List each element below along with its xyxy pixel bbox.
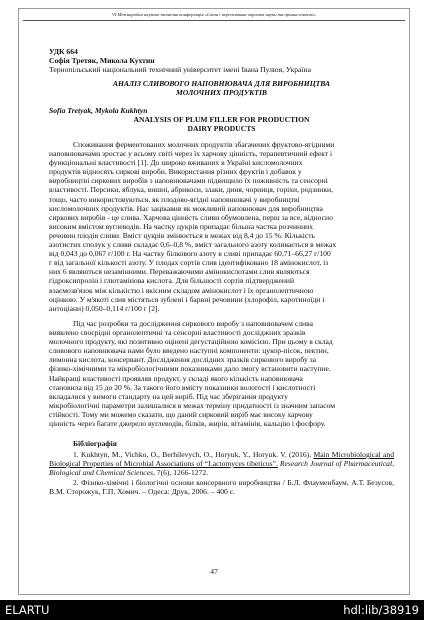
p2-line: сливового наповнювача нами було введено наступні компоненти: цукор-пісок, пектин, [49,346,329,356]
reference-2: 2. Фізико-хімічні і біологічні основи консервного виробництва / Б.Л. Флауменбаум, А.Т. Безусов, В.М. Сторожук, Г.П. Хомич. – Одеса: Друк, 2006. – 400 с. [49,477,394,496]
title-uk-line1: АНАЛІЗ СЛИВОВОГО НАПОВНЮВАЧА ДЛЯ ВИРОБНИЦТВА [112,79,331,88]
p1-line: від 0,043 до 0,067 г/100 г. На частку білкового азоту в сливі припадає 60,71–66,27 г/100 [49,249,331,259]
title-uk-line2: МОЛОЧНИХ ПРОДУКТІВ [176,88,267,97]
ref1-journal: Research Journal of Pharmaceutical, Biological and Chemical Sciences, [49,459,394,478]
repository-footer [0,600,424,620]
p1-line: продуктів відносять сиркові вироби. Використання різних фруктів і добавок у [49,167,302,177]
page-number: 47 [210,567,218,576]
p1-line: антоціани) 0,050–0,114 г/100 г [2]. [49,303,160,313]
conference-header: VI Міжнародна науково-технічна конференція «Стан і перспективи харчової науки та промисловості» [112,12,316,17]
p1-line: високим вмістом вуглеводів. На частку цукрів припадає більша частка розчинних [49,221,314,231]
bibliography-heading: Бібліографія [73,439,117,448]
p1-line: наповнювачами зростає у всьому світі через їх харчову цінність, терапевтичний ефект і [49,149,333,159]
p2-line: фізико-хімічними та мікробіологічними показниками дало змогу встановити наступне. [49,364,331,374]
udc-code: УДК 664 [49,47,78,56]
p2-line: Найкращі властивості проявляв продукт, у складі якого кількість наповнювача [49,373,303,383]
p1-line: Споживання ферментованих молочних продуктів збагачених фруктово-ягідними [73,140,335,149]
authors-uk: Софія Третяк, Микола Кухтин [49,56,155,65]
p2-line: мікробіологічні параметри залишалися в межах терміну придатності із значним запасом [49,400,336,410]
reference-1 [49,450,394,477]
ref1-title: Main Microbiological and Biological Properties of Microbial Associations of “Lactomyces tibeticus”. [49,450,394,469]
p2-line: становила від 15 до 20 %. За такого його вмісту показники вологості і кислотності [49,382,316,392]
affiliation-uk: Тернопільський національний технічний університет імені Івана Пулюя, Україна [49,65,311,74]
p1-line: властивості. Персики, яблука, вишні, абрикоси, злаки, диня, чорниця, горіхи, родзинки, [49,185,334,195]
p1-line: сиркових виробів - це слива. Харчова цінність сливи обумовлена, перш за все, відносно [49,212,333,222]
p1-line: оцінкою. У м'якоті слив містяться зублені і барвні речовини (хлорофіл, каротиноїди і [49,294,325,304]
p1-line: тощо, часто використовуються, як плодово-ягідні наповнювачі у виробництві [49,194,300,204]
authors-en: Sofia Tretyak, Mykola Kukhtyn [49,106,148,115]
p1-line: них 6 являються незамінними. Переважаючими амінокислотами слив являються [49,267,310,277]
p1-line: виробництві сиркових виробів з наповнювачами підвищило їх поживність та сенсорні [49,176,328,186]
repository-name: ELARTU [5,603,50,617]
paragraph-intro [49,140,394,313]
p1-line: функціональні властивості [1]. До широко вживаних в Україні кисломолочних [49,158,303,168]
handle-id: hdl:lib/38919 [343,603,419,617]
bibliography-list [49,450,394,496]
title-en-line1: ANALYSIS OF PLUM FILLER FOR PRODUCTION [133,115,310,124]
title-en-line2: DAIRY PRODUCTS [187,124,256,133]
p2-line: стійкості. Тому ми можемо сказати, що даний сирковий виріб має високу харчову [49,409,313,419]
ref1-details: 7(6), 1266-1272. [156,468,209,478]
p1-line: г від загальної кількості азоту. У плодах сортів слив ідентифіковано 18 амінокислот, із [49,258,329,268]
p1-line: азотистих сполук у сливи складає 0,6–0,8 %, вміст загального азоту коливається в межах [49,240,337,250]
p2-line: лимонна кислота, консервант. Дослідження дослідних зразків сиркового виробу за [49,355,317,365]
p1-line: гідроксипролін і глютамінова кислота. Для більшості сортів підтверджений [49,276,295,286]
header-divider [23,20,405,21]
p1-line: взаємозв'язок між кількістю і якісним складом амінокислот і їх органолептичною [49,285,314,295]
paragraph-results [49,319,394,428]
p1-line: кисломолочних продуктів. Нас зацікавив як можливий наповнювач для виробництва [49,203,323,213]
p2-line: вкладалися у вимоги стандарту на цей виріб. Під час зберігання продукту [49,391,288,401]
p2-line: Під час розробки та дослідження сиркового виробу з наповнювачем слива [73,319,313,328]
p2-line: молочного продукту, які позитивно оцінені дегустаційною комісією. При цьому в склад [49,337,333,347]
p1-line: речовин плодів сливи. Вміст цукрів змінюється в межах від 8,4 до 15 %. Кількість [49,230,315,240]
ref1-authors: 1. Kukhtyn, M., Vichko, O., Berhilevych, O., Horyuk, Y., Horyuk. V. (2016). [73,450,312,459]
document-page [18,8,410,595]
p2-line: цінність через багате джерело вуглеводів, білків, жирів, вітамінів, кальцію і фосфору. [49,419,326,429]
p2-line: виявлено своєрідні органолептичні та сенсорні властивості досліджних зразків [49,328,306,338]
